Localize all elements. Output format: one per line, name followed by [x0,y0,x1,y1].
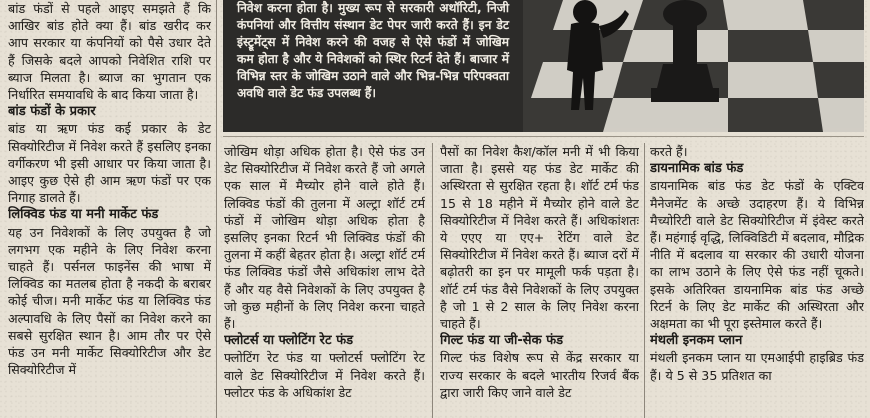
intro-paragraph: बांड फंडों से पहले आइए समझते हैं कि आखिर बांड होते क्या हैं। बांड खरीद कर आप सरकार या कंपनियों को पैसे उधार देते हैं जिसके बदले आपको निवेशित राशि पर ब्याज मिलता है। ब्याज का भुगतान एक निर्धारित समयावधि के बाद किया जाता है। [8,1,211,103]
short-term-fund-paragraph: पैसों का निवेश कैश/कॉल मनी में भी किया जाता है। इससे यह फंड डेट मार्केट की अस्थिरता से सुरक्षित रहता है। शॉर्ट टर्म फंड 15 से 18 महीने में मैच्योर होने वाले डेट सिक्योरिटीज में निवेश करते हैं। अधिकांशतः ये एएए या एए+ रेटिंग वाले डेट सिक्योरिटीज में निवेश करते हैं। ब्याज दरों में बढ़ोतरी का इन पर मामूली फर्क पड़ता है। शॉर्ट टर्म फंड वैसे निवेशकों के लिए उपयुक्त है जो 1 से 2 साल के लिए निवेश करना चाहते हैं। [440,144,639,332]
bond-types-paragraph: बांड या ऋण फंड कई प्रकार के डेट सिक्योरिटीज में निवेश करते हैं इसलिए इनका वर्गीकरण भी इसी आधार पर किया जाता है। आइए कुछ ऐसे ही आम ऋण फंडों पर एक निगाह डालते हैं। [8,121,211,206]
article-column-4 [650,143,864,418]
column4-lead-text: करते हैं। [650,144,688,159]
gilt-fund-paragraph: गिल्ट फंड विशेष रूप से केंद्र सरकार या राज्य सरकार के बदले भारतीय रिजर्व बैंक द्वारा जारी किए जाने वाले डेट [440,350,639,400]
floaters-paragraph: फ्लोटिंग रेट फंड या फ्लोटर्स फ्लोटिंग रेट वाले डेट सिक्योरिटीज में निवेश करते हैं। फ्लोटर फंड के अधिकांश डेट [224,350,425,400]
column-divider [644,143,645,418]
section-heading-bond-types: बांड फंडों के प्रकार [8,104,96,120]
section-heading-liquid-fund: लिक्विड फंड या मनी मार्केट फंड [8,207,159,223]
article-column-1 [8,0,211,418]
section-heading-mip: मंथली इनकम प्लान [650,333,743,349]
ultra-short-term-paragraph: जोखिम थोड़ा अधिक होता है। ऐसे फंड उन डेट सिक्योरिटीज में निवेश करते हैं जो अगले एक साल में मैच्योर होने वाले होते हैं। लिक्विड फंडों की तुलना में अल्ट्रा शॉर्ट टर्म फंडों में जोखिम थोड़ा अधिक होता है इसलिए इनका रिटर्न भी लिक्विड फंडों की तुलना में कहीं बेहतर होता है। अल्ट्रा शॉर्ट टर्म फंड लिक्विड फंडों जैसे अधिकांश लाभ देते हैं और यह वैसे निवेशकों के लिए उपयुक्त है जो कुछ महीनों के लिए निवेश करना चाहते हैं। [224,144,425,332]
dynamic-bond-paragraph: डायनामिक बांड फंड डेट फंडों के एक्टिव मैनेजमेंट के अच्छे उदाहरण हैं। ये विभिन्न मैच्योरिटी वाले डेट सिक्योरिटीज में इंवेस्ट करते हैं। महंगाई वृद्धि, लिक्विडिटी में बदलाव, मौद्रिक नीति में बदलाव या सरकार की उधारी योजना का लाभ उठाने के लिए ऐसे फंड नहीं चूकते। इसके अतिरिक्त डायनामिक बांड फंड अच्छे रिटर्न के लिए डेट मार्केट की अस्थिरता और अक्षमता का भी पूरा इस्तेमाल करते हैं। [650,178,864,332]
article-column-3 [440,143,639,418]
inset-caption-text: निवेश करना होता है। मुख्य रूप से सरकारी अथॉरिटी, निजी कंपनियां और वित्तीय संस्थान डेट पेपर जारी करते हैं। इन डेट इंस्ट्रूमेंट्स में निवेश करने की वजह से ऐसे फंडों में जोखिम कम होता है और ये निवेशकों को स्थिर रिटर्न देते हैं। बाजार में विभिन्न स्तर के जोखिम उठाने वाले और भिन्न-भिन्न परिपक्वता अवधि वाले डेट फंड उपलब्ध हैं। [237,1,509,100]
column-divider [216,0,217,418]
section-heading-floaters: फ्लोटर्स या फ्लोटिंग रेट फंड [224,333,354,349]
column-divider [432,143,433,418]
inset-bottom-rule [223,136,864,137]
section-heading-gilt-fund: गिल्ट फंड या जी-सेक फंड [440,333,564,349]
liquid-fund-paragraph: यह उन निवेशकों के लिए उपयुक्त है जो लगभग एक महीने के लिए निवेश करना चाहते हैं। पर्सनल फाइनेंस की भाषा में लिक्विड का मतलब होता है नकदी के बराबर कोई चीज। मनी मार्केट फंड या लिक्विड फंड अल्पावधि के लिए पैसों का निवेश करने का सबसे सुरक्षित स्थान है। आम तौर पर ऐसे फंड उन मनी मार्केट सिक्योरिटीज और डेट सिक्योरिटीज में [8,224,211,378]
chessboard-figure-illustration [523,0,864,132]
section-heading-dynamic-bond: डायनामिक बांड फंड [650,161,744,177]
article-column-2 [224,143,425,418]
mip-paragraph: मंथली इनकम प्लान या एमआईपी हाइब्रिड फंड हैं। ये 5 से 35 प्रतिशत का [650,350,864,383]
inset-photo-box [223,0,864,132]
